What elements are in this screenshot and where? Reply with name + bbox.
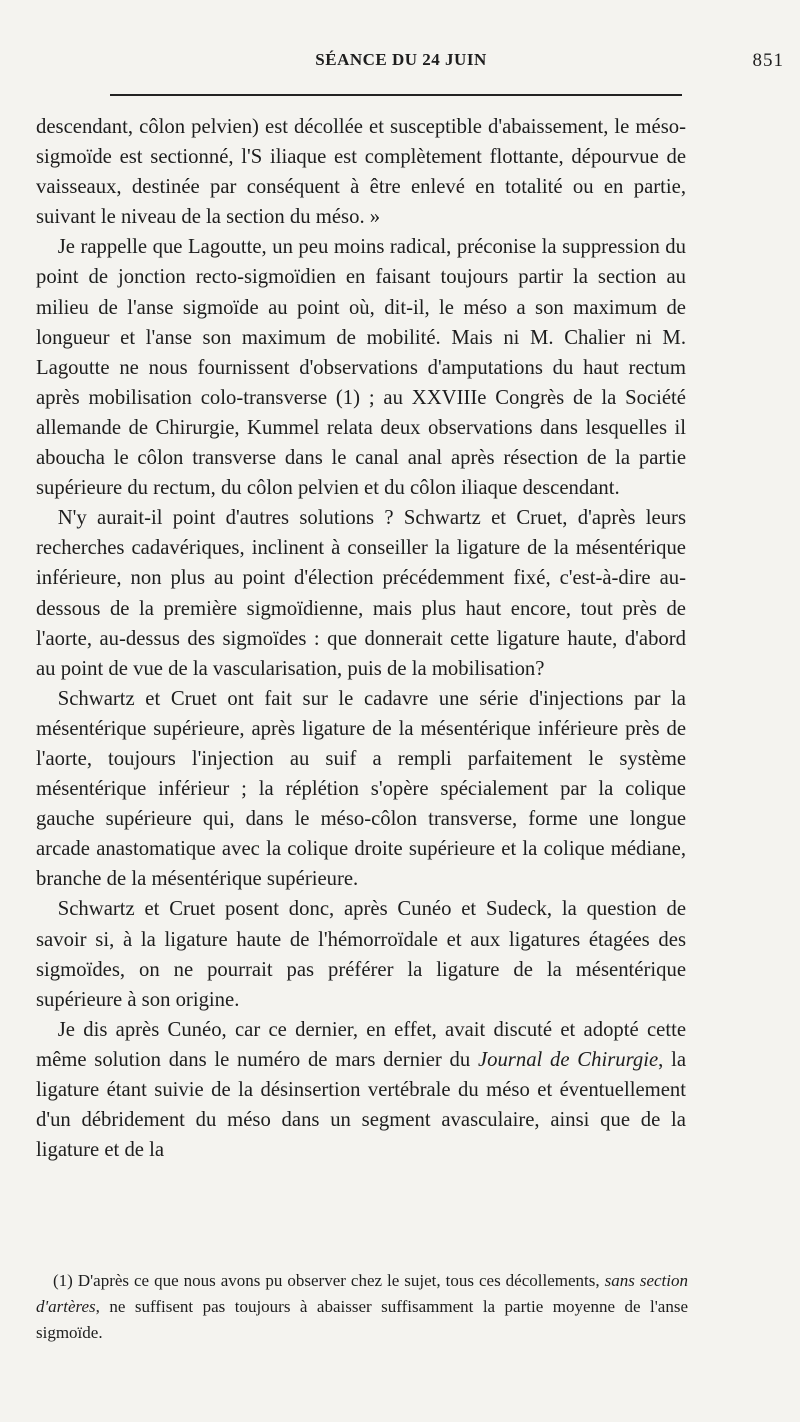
footnote-italic: sans section d'artères [36,1271,688,1316]
paragraph: Schwartz et Cruet posent donc, après Cunéo et Sudeck, la question de savoir si, à la ligature haute de l'hémorroïdale et aux ligatures étagées des sigmoïdes, on ne pourrait pas préférer la ligature de la mésentérique supérieure à son origine. [36,898,686,1011]
paragraph: N'y aurait-il point d'autres solutions ? Schwartz et Cruet, d'après leurs recherches cadavériques, inclinent à conseiller la ligature de la mésentérique inférieure, non plus au point d'élection précédemment fixé, c'est-à-dire au-dessous de la première sigmoïdienne, mais plus haut encore, tout près de l'aorte, au-dessus des sigmoïdes : que donnerait cette ligature haute, d'abord au point de vue de la vascularisation, puis de la mobilisation? [36,507,686,680]
footnote-text-start: (1) D'après ce que nous avons pu observer chez le sujet, tous ces décollements, [53,1271,605,1290]
paragraph: Je rappelle que Lagoutte, un peu moins radical, préconise la suppression du point de jonction recto-sigmoïdien en faisant toujours partir la section au milieu de l'anse sigmoïde au point où, dit-il, le méso a son maximum de longueur et l'anse son maximum de mobilité. Mais ni M. Chalier ni M. Lagoutte ne nous fournissent d'observations d'amputations du haut rectum après mobilisation colo-transverse (1) ; au XXVIIIe Congrès de la Société allemande de Chirurgie, Kummel relata deux observations dans lesquelles il aboucha le côlon transverse dans le canal anal après résection de la partie supérieure du rectum, du côlon pelvien et du côlon iliaque descendant. [36,236,686,500]
paragraph [36,1015,686,1165]
paragraph-text: Je dis après Cunéo, car ce dernier, en effet, avait discuté et adopté cette même solution dans le numéro de mars dernier du [36,1018,686,1071]
body-text [36,112,686,1165]
footnote-text-end: , ne suffisent pas toujours à abaisser suffisamment la partie moyenne de l'anse sigmoïde. [36,1297,688,1342]
journal-title: Journal de Chirurgie [477,1048,659,1071]
header-rule [110,94,682,96]
footnote-text [36,1268,688,1346]
paragraph-text: , la ligature étant suivie de la désinsertion vertébrale du méso et éventuellement d'un débridement du méso dans un segment avasculaire, ainsi que de la ligature et de la [36,1048,686,1162]
paragraph: descendant, côlon pelvien) est décollée et susceptible d'abaissement, le méso-sigmoïde est sectionné, l'S iliaque est complètement flottante, dépourvue de vaisseaux, destinée par conséquent à être enlevé en totalité ou en partie, suivant le niveau de la section du méso. » [36,116,686,229]
running-title: SÉANCE DU 24 JUIN [315,50,487,69]
footnote [36,1268,688,1346]
running-head [36,50,784,80]
paragraph: Schwartz et Cruet ont fait sur le cadavre une série d'injections par la mésentérique supérieure, après ligature de la mésentérique inférieure près de l'aorte, toujours l'injection au suif a rempli parfaitement le système mésentérique inférieur ; la réplétion s'opère spécialement par la colique gauche supérieure qui, dans le méso-côlon transverse, forme une longue arcade anastomatique avec la colique droite supérieure et la colique médiane, branche de la mésentérique supérieure. [36,687,686,891]
page-number: 851 [752,50,784,71]
